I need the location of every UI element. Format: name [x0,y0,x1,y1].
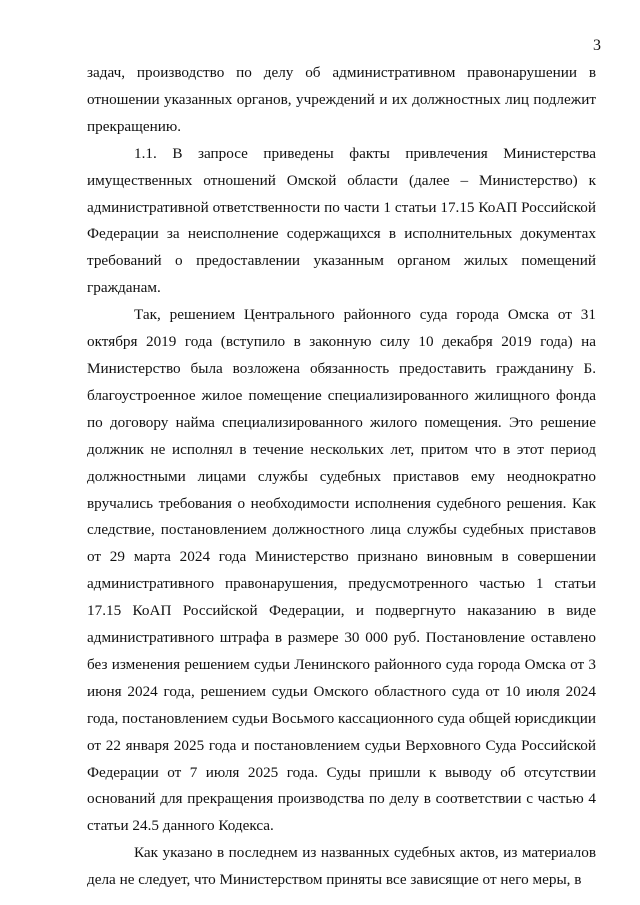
paragraph-court-decision: Так, решением Центрального районного суда города Омска от 31 октября 2019 года (вступило в законную силу 10 декабря 2019 года) на Министерство была возложена обязанность предоставить гражданину Б. благоустроенное жилое помещение специализированного жилищного фонда по договору найма специализированного жилого помещения. Это решение должник не исполнял в течение нескольких лет, притом что в этот период должностными лицами службы судебных приставов ему неоднократно вручались требования о необходимости исполнения судебного решения. Как следствие, постановлением должностного лица службы судебных приставов от 29 марта 2024 года Министерство признано виновным в совершении административного правонарушения, предусмотренного частью 1 статьи 17.15 КоАП Российской Федерации, и подвергнуто наказанию в виде административного штрафа в размере 30 000 руб. Постановление оставлено без изменения решением судьи Ленинского районного суда города Омска от 3 июня 2024 года, решением судьи Омского областного суда от 10 июля 2024 года, постановлением судьи Восьмого кассационного суда общей юрисдикции от 22 января 2025 года и постановлением судьи Верховного Суда Российской Федерации от 7 июля 2025 года. Суды пришли к выводу об отсутствии оснований для прекращения производства по делу в соответствии с частью 4 статьи 24.5 данного Кодекса. [87,306,596,835]
paragraph-last-judicial-act: Как указано в последнем из названных судебных актов, из материалов дела не следует, что Министерством приняты все зависящие от него меры, в [87,844,596,889]
page-number: 3 [593,37,601,54]
paragraph-continuation: задач, производство по делу об административном правонарушении в отношении указанных органов, учреждений и их должностных лиц подлежит прекращению. [87,64,596,135]
document-body [87,60,596,894]
paragraph-section-1-1: 1.1. В запросе приведены факты привлечения Министерства имущественных отношений Омской области (далее – Министерство) к административной ответственности по части 1 статьи 17.15 КоАП Российской Федерации за неисполнение содержащихся в исполнительных документах требований о предоставлении указанным органом жилых помещений гражданам. [87,144,596,297]
